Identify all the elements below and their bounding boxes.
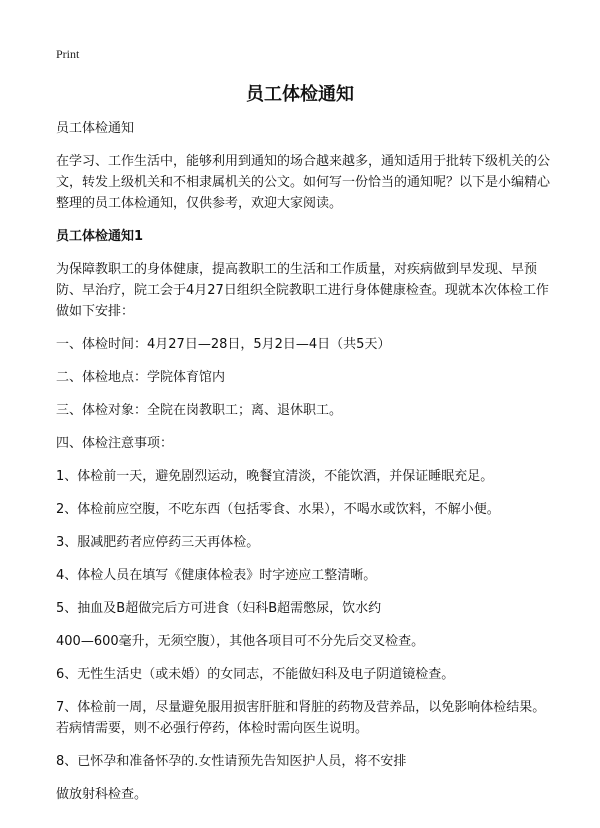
paragraph-target: 三、体检对象：全院在岗教职工；离、退休职工。 (56, 403, 343, 418)
note-item-3: 3、服减肥药者应停药三天再体检。 (56, 535, 260, 550)
note-item-6: 6、无性生活史（或未婚）的女同志，不能做妇科及电子阴道镜检查。 (56, 667, 455, 682)
print-link[interactable]: Print (56, 47, 80, 61)
document-body (56, 118, 550, 817)
intro-paragraph: 在学习、工作生活中，能够利用到通知的场合越来越多，通知适用于批转下级机关的公文，转发上级机关和不相隶属机关的公文。如何写一份恰当的通知呢？以下是小编精心整理的员工体检通知，仅供参考，欢迎大家阅读。 (56, 154, 551, 211)
note-item-8-cont: 做放射科检查。 (56, 787, 148, 802)
note-item-5-cont: 400—600毫升，无须空腹），其他各项目可不分先后交叉检查。 (56, 634, 425, 649)
paragraph-notes-heading: 四、体检注意事项： (56, 436, 174, 451)
note-item-7: 7、体检前一周，尽量避免服用损害肝脏和肾脏的药物及营养品，以免影响体检结果。若病情需要，则不必强行停药，体检时需向医生说明。 (56, 700, 546, 736)
document-title: 员工体检通知 (246, 84, 354, 105)
note-item-5: 5、抽血及B超做完后方可进食（妇科B超需憋尿，饮水约 (56, 601, 382, 616)
paragraph-location: 二、体检地点：学院体育馆内 (56, 370, 226, 385)
note-item-8: 8、已怀孕和准备怀孕的.女性请预先告知医护人员，将不安排 (56, 754, 407, 769)
document-subtitle: 员工体检通知 (56, 121, 135, 136)
note-item-2: 2、体检前应空腹，不吃东西（包括零食、水果），不喝水或饮料，不解小便。 (56, 502, 500, 517)
paragraph-purpose: 为保障教职工的身体健康，提高教职工的生活和工作质量，对疾病做到早发现、早预防、早治疗，院工会于4月27日组织全院教职工进行身体健康检查。现就本次体检工作做如下安排： (56, 262, 549, 319)
note-item-4: 4、体检人员在填写《健康体检表》时字迹应工整清晰。 (56, 568, 377, 583)
note-item-1: 1、体检前一天，避免剧烈运动，晚餐宜清淡，不能饮酒，并保证睡眠充足。 (56, 469, 494, 484)
paragraph-time: 一、体检时间：4月27日—28日，5月2日—4日（共5天） (56, 337, 391, 352)
section-heading: 员工体检通知1 (56, 229, 144, 244)
